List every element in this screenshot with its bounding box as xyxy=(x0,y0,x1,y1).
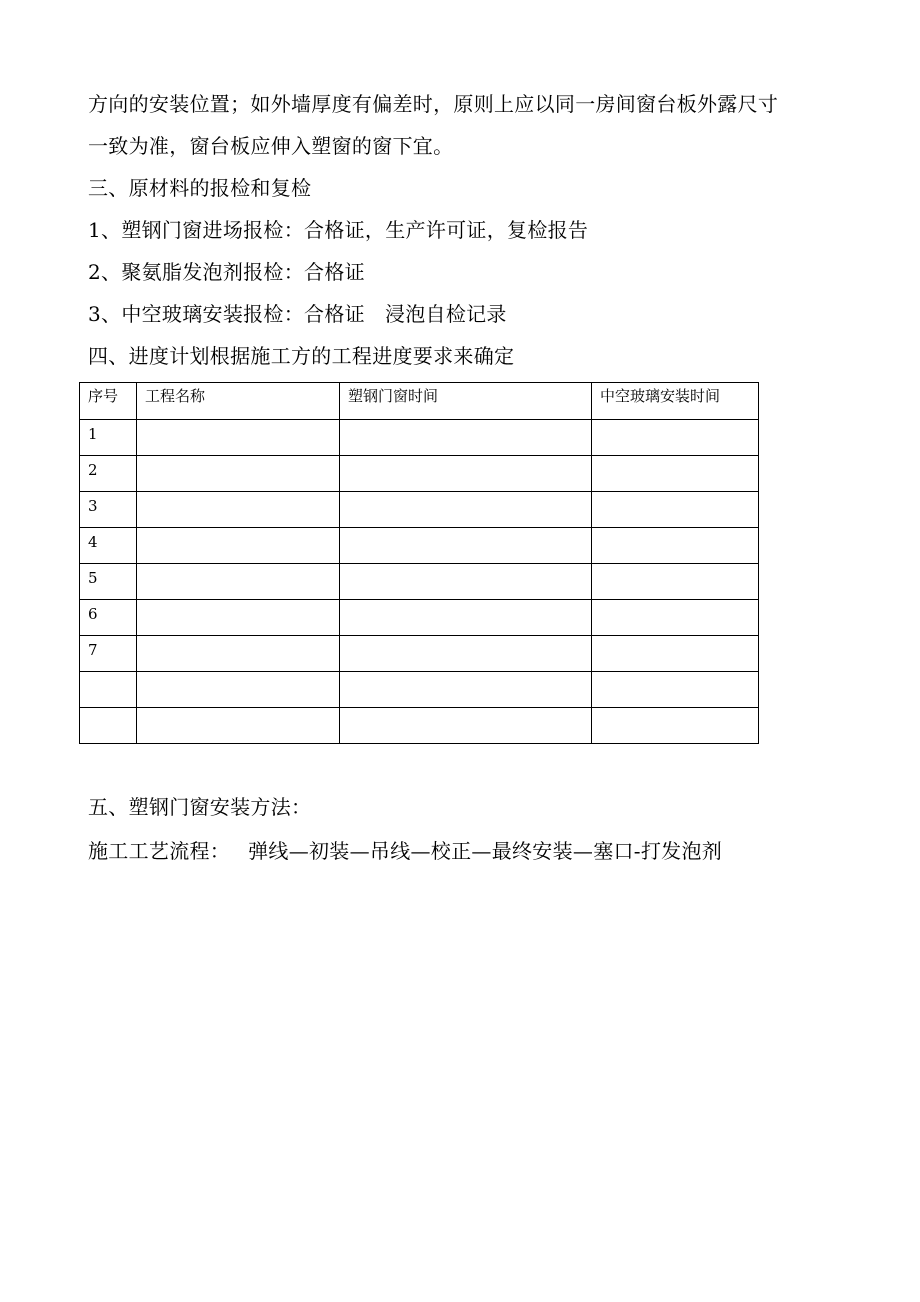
table-cell xyxy=(592,492,759,528)
table-row xyxy=(80,600,759,636)
paragraph-line: 一致为准，窗台板应伸入塑窗的窗下宜。 xyxy=(88,134,454,158)
table-cell xyxy=(80,708,137,744)
section-heading-materials: 三、原材料的报检和复检 xyxy=(88,176,312,200)
table-row xyxy=(80,528,759,564)
list-item-text: 3、中空玻璃安装报检：合格证 xyxy=(88,302,365,326)
section-heading-schedule: 四、进度计划根据施工方的工程进度要求来确定 xyxy=(88,344,515,368)
table-cell xyxy=(340,456,592,492)
table-header-cell: 中空玻璃安装时间 xyxy=(592,383,759,420)
table-cell xyxy=(592,600,759,636)
process-flow-label: 施工工艺流程： xyxy=(88,839,231,863)
table-cell xyxy=(340,420,592,456)
table-cell xyxy=(592,528,759,564)
table-row xyxy=(80,672,759,708)
table-cell xyxy=(592,636,759,672)
table-cell: 7 xyxy=(80,636,137,672)
list-item xyxy=(88,302,507,326)
process-flow-steps: 弹线—初装—吊线—校正—最终安装—塞口-打发泡剂 xyxy=(248,839,723,863)
table-row xyxy=(80,636,759,672)
table-row xyxy=(80,492,759,528)
table-cell xyxy=(80,672,137,708)
table-cell xyxy=(340,528,592,564)
list-item: 1、塑钢门窗进场报检：合格证，生产许可证，复检报告 xyxy=(88,218,589,242)
table-cell xyxy=(340,636,592,672)
table-row xyxy=(80,564,759,600)
table-cell xyxy=(137,456,340,492)
table-cell: 5 xyxy=(80,564,137,600)
table-row xyxy=(80,420,759,456)
table-cell xyxy=(137,708,340,744)
table-header-row xyxy=(80,383,759,420)
table-cell xyxy=(340,672,592,708)
table-header-cell: 序号 xyxy=(80,383,137,420)
table-cell xyxy=(340,564,592,600)
process-flow xyxy=(88,839,722,863)
table-cell xyxy=(340,492,592,528)
table-cell: 6 xyxy=(80,600,137,636)
table-cell xyxy=(137,564,340,600)
table-cell xyxy=(592,456,759,492)
table-cell xyxy=(137,420,340,456)
table-cell: 3 xyxy=(80,492,137,528)
table-cell xyxy=(137,636,340,672)
table-cell xyxy=(137,672,340,708)
table-cell xyxy=(592,564,759,600)
table-cell: 4 xyxy=(80,528,137,564)
list-item: 2、聚氨脂发泡剂报检：合格证 xyxy=(88,260,365,284)
table-cell xyxy=(137,600,340,636)
table-cell xyxy=(592,420,759,456)
table-cell xyxy=(592,708,759,744)
table-header-cell: 塑钢门窗时间 xyxy=(340,383,592,420)
table-cell xyxy=(137,492,340,528)
table-cell xyxy=(340,600,592,636)
table-row xyxy=(80,708,759,744)
paragraph-line: 方向的安装位置；如外墙厚度有偏差时，原则上应以同一房间窗台板外露尺寸 xyxy=(88,92,779,116)
section-heading-install-method: 五、塑钢门窗安装方法： xyxy=(88,795,312,819)
table-cell xyxy=(137,528,340,564)
list-item-text: 浸泡自检记录 xyxy=(384,302,507,326)
table-cell xyxy=(340,708,592,744)
schedule-table xyxy=(79,382,759,744)
table-cell: 1 xyxy=(80,420,137,456)
table-cell: 2 xyxy=(80,456,137,492)
table-header-cell: 工程名称 xyxy=(137,383,340,420)
table-cell xyxy=(592,672,759,708)
table-row xyxy=(80,456,759,492)
